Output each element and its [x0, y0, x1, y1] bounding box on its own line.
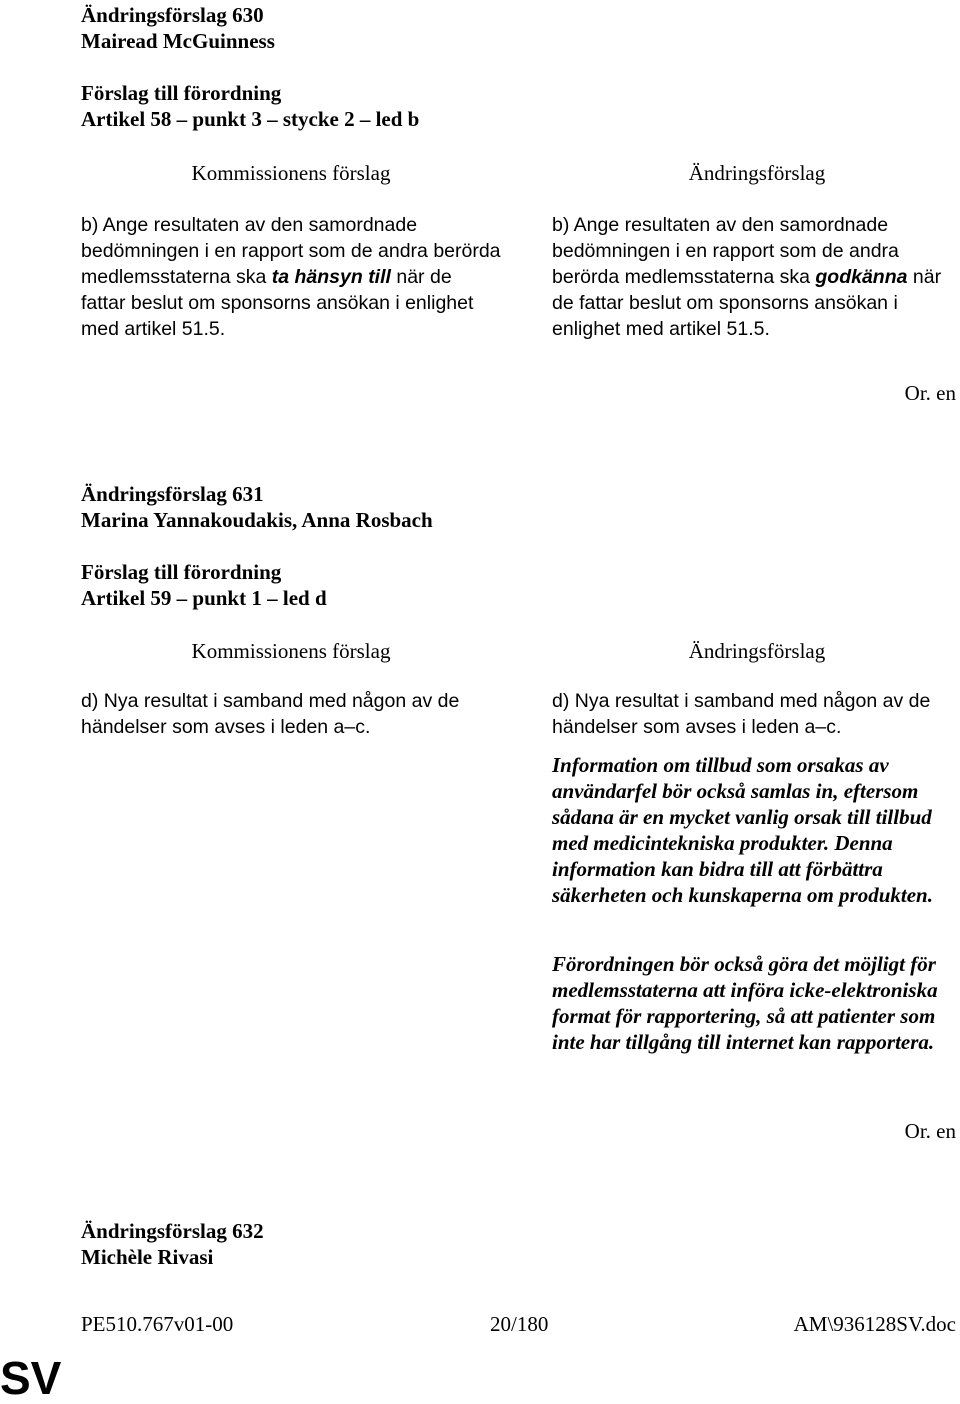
language-code: SV	[0, 1352, 62, 1404]
commission-proposal-text: b) Ange resultaten av den samordnade bedömningen i en rapport som de andra berörda medlemsstaterna ska ta hänsyn till när de fattar beslut om sponsorns ansökan i enlighet med artikel 51.5.	[81, 214, 501, 340]
commission-proposal-heading: Kommissionens förslag	[191, 639, 391, 663]
article-reference: Artikel 58 – punkt 3 – stycke 2 – led b	[81, 107, 420, 131]
amendment-number: Ändringsförslag 631	[81, 482, 264, 506]
footer-file-name: AM\936128SV.doc	[793, 1312, 956, 1336]
amendment-heading: Ändringsförslag	[688, 639, 826, 663]
amendment-author: Michèle Rivasi	[81, 1245, 214, 1269]
amendment-text: d) Nya resultat i samband med någon av de händelser som avses i leden a–c.	[552, 690, 931, 738]
commission-proposal-heading: Kommissionens förslag	[191, 161, 391, 185]
original-language: Or. en	[904, 381, 956, 405]
proposal-title: Förslag till förordning	[81, 560, 282, 584]
commission-proposal-text: d) Nya resultat i samband med någon av de händelser som avses i leden a–c.	[81, 690, 460, 738]
amendment-added-text: Förordningen bör också göra det möjligt för medlemsstaterna att införa icke-elektroniska format för rapportering, så att patienter som inte har tillgång till internet kan rapportera.	[552, 952, 938, 1054]
emphasized-text: godkänna	[815, 266, 908, 288]
article-reference: Artikel 59 – punkt 1 – led d	[81, 586, 327, 610]
emphasized-text: ta hänsyn till	[271, 266, 391, 288]
amendment-number: Ändringsförslag 632	[81, 1219, 264, 1243]
amendment-heading: Ändringsförslag	[688, 161, 826, 185]
amendment-text: b) Ange resultaten av den samordnade bedömningen i en rapport som de andra berörda medlemsstaterna ska godkänna när de fattar beslut om sponsorns ansökan i enlighet med artikel 51.5.	[552, 214, 942, 340]
footer-document-reference: PE510.767v01-00	[81, 1312, 234, 1336]
proposal-title: Förslag till förordning	[81, 81, 282, 105]
amendment-author: Marina Yannakoudakis, Anna Rosbach	[81, 508, 433, 532]
amendment-author: Mairead McGuinness	[81, 29, 275, 53]
amendment-number: Ändringsförslag 630	[81, 3, 264, 27]
amendment-added-text: Information om tillbud som orsakas av användarfel bör också samlas in, eftersom sådana är en mycket vanlig orsak till tillbud med medicintekniska produkter. Denna information kan bidra till att förbättra säkerheten och kunskaperna om produkten.	[552, 753, 933, 907]
original-language: Or. en	[904, 1119, 956, 1143]
footer-page-number: 20/180	[490, 1312, 549, 1336]
